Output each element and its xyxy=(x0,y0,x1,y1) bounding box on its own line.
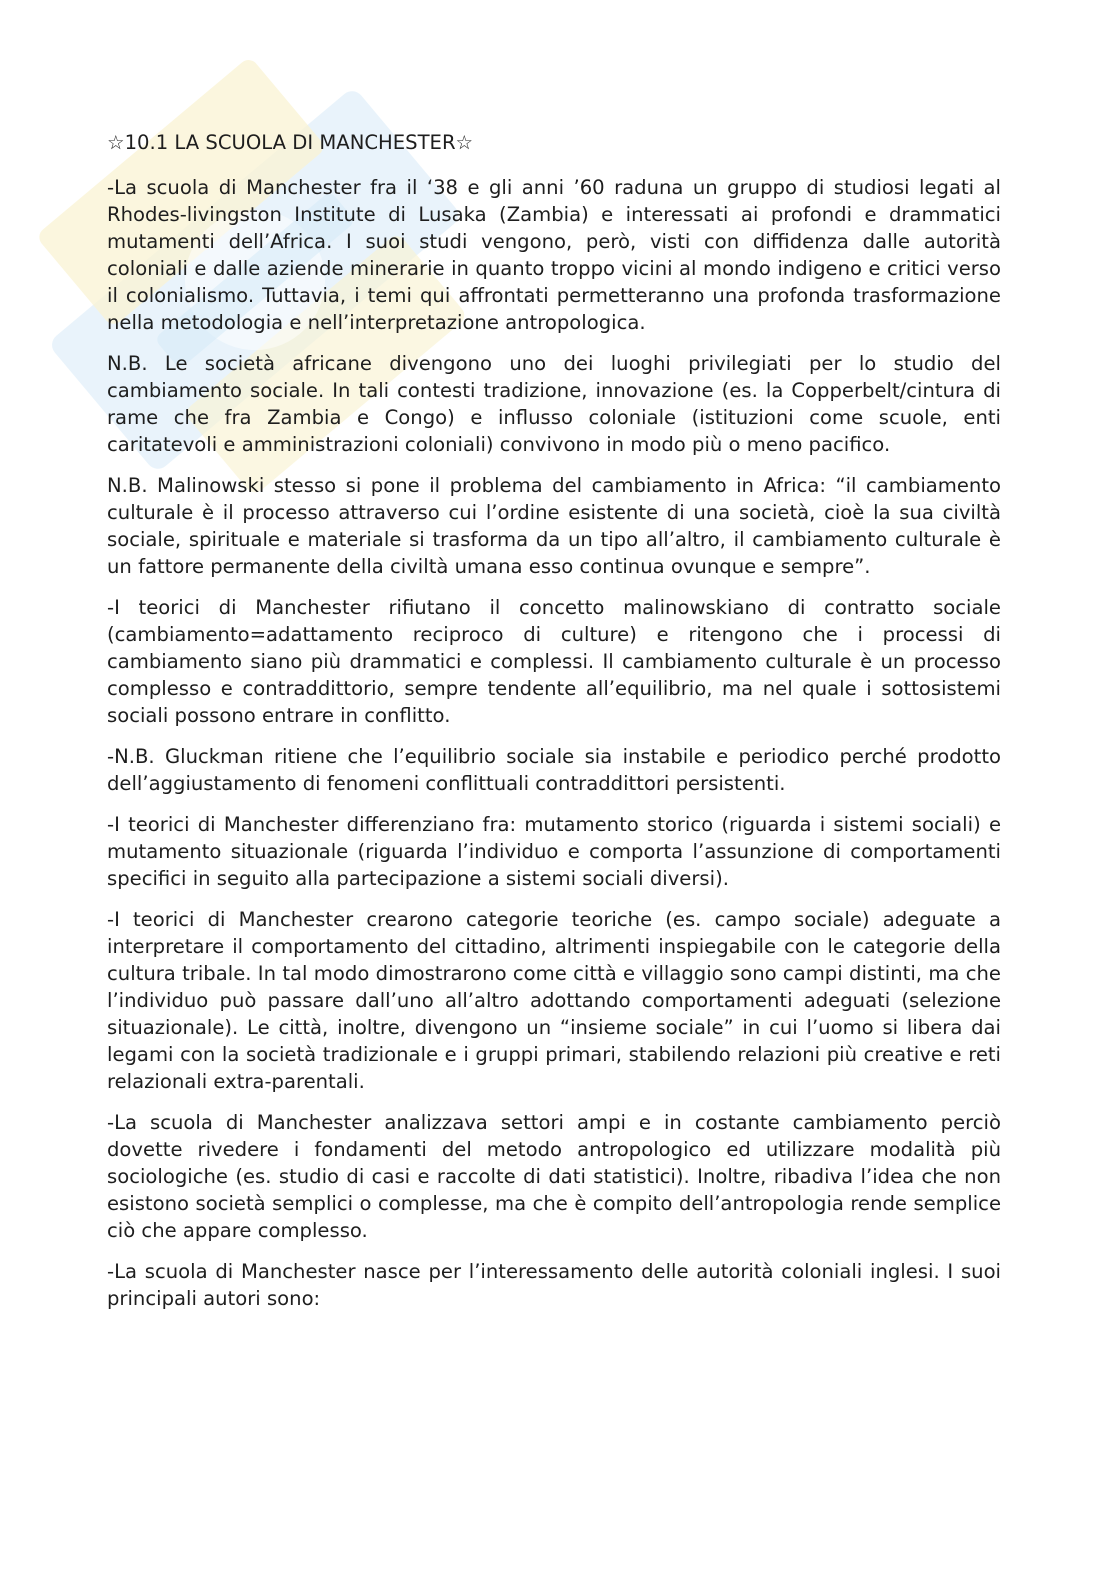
section-title: ☆10.1 LA SCUOLA DI MANCHESTER☆ xyxy=(107,131,474,154)
document-body xyxy=(107,128,1001,1326)
paragraph: -I teorici di Manchester rifiutano il concetto malinowskiano di contratto sociale (cambiamento=adattamento reciproco di culture) e ritengono che i processi di cambiamento siano più drammatici e complessi. Il cambiamento culturale è un processo complesso e contraddittorio, sempre tendente all’equilibrio, ma nel quale i sottosistemi sociali possono entrare in conflitto. xyxy=(107,596,1001,727)
paragraph: -La scuola di Manchester nasce per l’interessamento delle autorità coloniali inglesi. I suoi principali autori sono: xyxy=(107,1260,1001,1310)
paragraph: N.B. Malinowski stesso si pone il problema del cambiamento in Africa: “il cambiamento culturale è il processo attraverso cui l’ordine esistente di una società, cioè la sua civiltà sociale, spirituale e materiale si trasforma da un tipo all’altro, il cambiamento culturale è un fattore permanente della civiltà umana esso continua ovunque e sempre”. xyxy=(107,474,1001,578)
paragraph: -La scuola di Manchester analizzava settori ampi e in costante cambiamento perciò dovette rivedere i fondamenti del metodo antropologico ed utilizzare modalità più sociologiche (es. studio di casi e raccolte di dati statistici). Inoltre, ribadiva l’idea che non esistono società semplici o complesse, ma che è compito dell’antropologia rende semplice ciò che appare complesso. xyxy=(107,1111,1001,1242)
paragraph: -La scuola di Manchester fra il ‘38 e gli anni ’60 raduna un gruppo di studiosi legati al Rhodes-livingston Institute di Lusaka (Zambia) e interessati ai profondi e drammatici mutamenti dell’Africa. I suoi studi vengono, però, visti con diffidenza dalle autorità coloniali e dalle aziende minerarie in quanto troppo vicini al mondo indigeno e critici verso il colonialismo. Tuttavia, i temi qui affrontati permetteranno una profonda trasformazione nella metodologia e nell’interpretazione antropologica. xyxy=(107,176,1001,334)
paragraph: -I teorici di Manchester differenziano fra: mutamento storico (riguarda i sistemi sociali) e mutamento situazionale (riguarda l’individuo e comporta l’assunzione di comportamenti specifici in seguito alla partecipazione a sistemi sociali diversi). xyxy=(107,813,1001,890)
paragraph: N.B. Le società africane divengono uno dei luoghi privilegiati per lo studio del cambiamento sociale. In tali contesti tradizione, innovazione (es. la Copperbelt/cintura di rame che fra Zambia e Congo) e influsso coloniale (istituzioni come scuole, enti caritatevoli e amministrazioni coloniali) convivono in modo più o meno pacifico. xyxy=(107,352,1001,456)
paragraph: -I teorici di Manchester crearono categorie teoriche (es. campo sociale) adeguate a interpretare il comportamento del cittadino, altrimenti inspiegabile con le categorie della cultura tribale. In tal modo dimostrarono come città e villaggio sono campi distinti, ma che l’individuo può passare dall’uno all’altro adottando comportamenti adeguati (selezione situazionale). Le città, inoltre, divengono un “insieme sociale” in cui l’uomo si libera dai legami con la società tradizionale e i gruppi primari, stabilendo relazioni più creative e reti relazionali extra-parentali. xyxy=(107,908,1001,1093)
paragraph: -N.B. Gluckman ritiene che l’equilibrio sociale sia instabile e periodico perché prodotto dell’aggiustamento di fenomeni conflittuali contraddittori persistenti. xyxy=(107,745,1001,795)
